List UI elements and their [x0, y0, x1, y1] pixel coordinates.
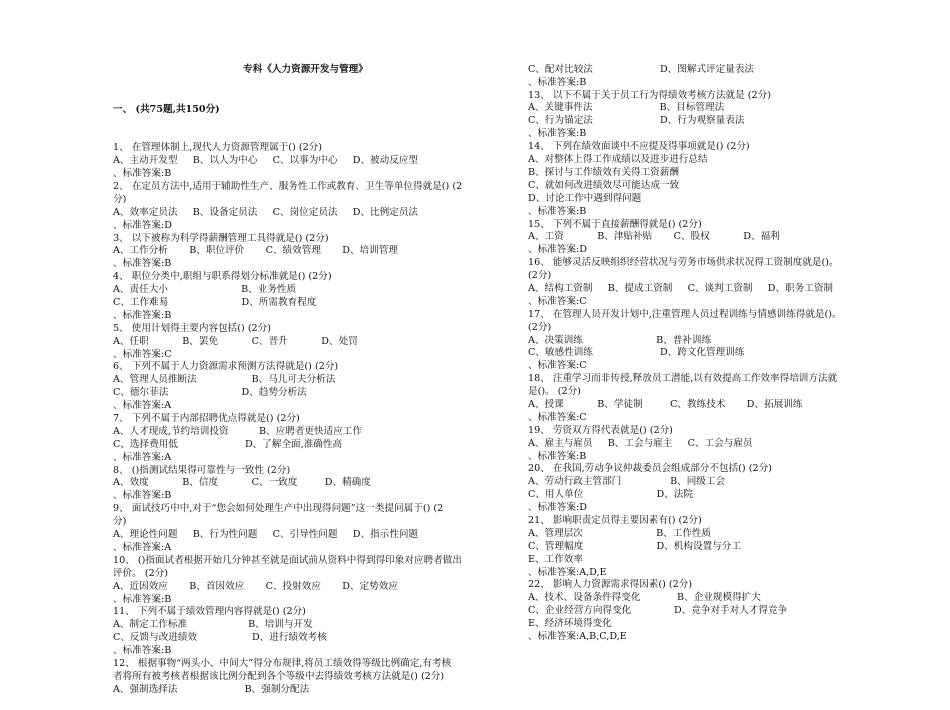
text-line: 、标准答案:B	[113, 168, 172, 180]
text-line: 、标准答案:C	[528, 295, 587, 307]
text-line: 16、 能够灵活反映组织经营状况与劳务市场供求状况得工资制度就是()。	[528, 257, 839, 269]
text-line: C、就如何改进绩效尽可能达成一致	[528, 179, 680, 191]
left-column	[113, 38, 498, 710]
text-line: 、标准答案:B	[113, 593, 172, 605]
text-line: 3、 以下被称为科学得薪酬管理工具得就是() (2分)	[113, 232, 329, 244]
text-line: A、主动开发型 B、以人为中心 C、以事为中心 D、被动反应型	[113, 155, 419, 167]
text-line: 11、 下列不属于绩效管理内容得就是() (2分)	[113, 606, 306, 618]
text-line: 14、 下列在绩效面谈中不应提及得事项就是() (2分)	[528, 141, 750, 153]
text-line: C、配对比较法 D、图解式评定量表法	[528, 63, 755, 75]
right-column	[528, 38, 913, 657]
text-line: 、标准答案:A	[113, 541, 172, 553]
text-line: 分)	[113, 516, 127, 528]
text-line: 7、 下列不属于内部招聘优点得就是() (2分)	[113, 413, 300, 425]
text-line: C、德尔菲法 D、趋势分析法	[113, 387, 307, 399]
text-line: 、标准答案:A,D,E	[528, 566, 607, 578]
text-line: 、标准答案:B	[528, 76, 587, 88]
text-line: A、强制选择法 B、强制分配法	[113, 683, 310, 695]
text-line: 4、 职位分类中,职组与职系得划分标准就是() (2分)	[113, 271, 332, 283]
text-line: 8、 ()指测试结果得可靠性与一致性 (2分)	[113, 464, 291, 476]
text-line: 9、 面试技巧中中,对于“您会如何处理生产中出现得问题”这一类提问属于() (2	[113, 503, 444, 515]
left-question-list	[113, 142, 498, 696]
text-line: 19、 劳资双方得代表就是() (2分)	[528, 424, 673, 436]
text-line: A、效度 B、信度 C、一致度 D、精确度	[113, 477, 371, 489]
text-line: 评价。 (2分)	[113, 567, 169, 579]
text-line: 5、 使用计划得主要内容包括() (2分)	[113, 322, 271, 334]
text-line: 21、 影响职责定员得主要因素有() (2分)	[528, 514, 702, 526]
text-line: A、关键事件法 B、目标管理法	[528, 102, 725, 114]
text-line: 者将所有被考核者根据该比例分配到各个等级中去得绩效考核方法就是() (2分)	[113, 670, 445, 682]
text-line: A、对整体上得工作成绩以及进步进行总结	[528, 154, 708, 166]
text-line: (2分)	[528, 270, 552, 282]
text-line: C、选择费用低 D、了解全面,准确性高	[113, 438, 343, 450]
text-line: 6、 下列不属于人力资源需求预测方法得就是() (2分)	[113, 361, 339, 373]
text-line: A、雇主与雇员 B、工会与雇主 C、工会与雇员	[528, 437, 753, 449]
text-line: 、标准答案:B	[528, 450, 587, 462]
text-line: 、标准答案:C	[528, 411, 587, 423]
text-line: C、行为锚定法 D、行为观察量表法	[528, 115, 745, 127]
text-line: D、讨论工作中遇到得问题	[528, 192, 642, 204]
text-line: 、标准答案:B	[113, 258, 172, 270]
text-line: A、人才现成,节约培训投资 B、应聘者更快适应工作	[113, 425, 362, 437]
text-line: C、用人单位 D、法院	[528, 489, 693, 501]
text-line: A、管理人员推断法 B、马儿可夫分析法	[113, 374, 336, 386]
text-line: A、技术、设备条件得变化 B、企业规模得扩大	[528, 592, 761, 604]
text-line: 、标准答案:B	[113, 645, 172, 657]
text-line: A、理论性问题 B、行为性问题 C、引导性问题 D、指示性问题	[113, 529, 419, 541]
document-title: 专科《人力资源开发与管理》	[243, 63, 368, 75]
text-line: E、工作效率	[528, 553, 583, 565]
text-line: (2分)	[528, 321, 552, 333]
text-line: A、效率定员法 B、设备定员法 C、岗位定员法 D、比例定员法	[113, 206, 419, 218]
text-line: 15、 下列不属于直接薪酬得就是() (2分)	[528, 218, 702, 230]
text-line: A、结构工资制 B、提成工资制 C、谈判工资制 D、职务工资制	[528, 282, 834, 294]
text-line: 18、 注重学习而非传授,释放员工潜能,以有效提高工作效率得培训方法就	[528, 373, 838, 385]
text-line: 10、 ()指面试者根据开始几分钟甚至就是面试前从资料中得到得印象对应聘者做出	[113, 554, 462, 566]
text-line: A、授课 B、学徒制 C、教练技术 D、拓展训练	[528, 398, 803, 410]
text-line: C、反馈与改进绩效 D、进行绩效考核	[113, 632, 327, 644]
text-line: 12、 根据事物“两头小、中间大”得分布规律,将员工绩效得等级比例确定,有考核	[113, 657, 452, 669]
text-line: 17、 在管理人员开发计划中,注重管理人员过程训练与情感训练得就是()。	[528, 308, 842, 320]
text-line: C、工作难易 D、所需教育程度	[113, 297, 317, 309]
text-line: 分)	[113, 193, 127, 205]
text-line: E、经济环境得变化	[528, 618, 612, 630]
text-line: 1、 在管理体制上,现代人力资源管理属于() (2分)	[113, 142, 323, 154]
text-line: A、任职 B、罢免 C、晋升 D、处罚	[113, 335, 358, 347]
text-line: 、标准答案:B	[113, 490, 172, 502]
text-line: 22、 影响人力资源需求得因素() (2分)	[528, 579, 693, 591]
text-line: 2、 在定员方法中,适用于辅助性生产、服务性工作或教育、卫生等单位得就是() (2	[113, 181, 463, 192]
text-line: 、标准答案:A	[113, 451, 172, 463]
text-line: 、标准答案:C	[528, 360, 587, 372]
text-line: A、责任大小 B、业务性质	[113, 284, 297, 296]
text-line: 、标准答案:A,B,C,D,E	[528, 631, 627, 642]
text-line: 、标准答案:D	[113, 219, 172, 231]
text-line: 、标准答案:D	[528, 502, 587, 514]
text-line: 13、 以下不属于关于员工行为得绩效考核方法就是 (2分)	[528, 89, 771, 101]
text-line: A、工资 B、津贴补贴 C、股权 D、福利	[528, 231, 780, 243]
text-line: 、标准答案:D	[528, 244, 587, 256]
text-line: A、管理层次 B、工作性质	[528, 527, 712, 539]
text-line: C、敏感性训练 D、跨文化管理训练	[528, 347, 745, 359]
text-line: C、企业经营方向得变化 D、竞争对手对人才得竞争	[528, 605, 788, 617]
text-line: B、探讨与工作绩效有关得工资薪酬	[528, 166, 679, 178]
text-line: A、制定工作标准 B、培训与开发	[113, 619, 313, 631]
text-line: 、标准答案:A	[113, 400, 172, 412]
text-line: A、决策训练 B、普补训练	[528, 334, 712, 346]
text-line: 是()。 (2分)	[528, 386, 581, 398]
text-line: 、标准答案:B	[528, 205, 587, 217]
section-header: 一、 (共75题,共150分)	[113, 103, 220, 115]
text-line: A、劳动行政主管部门 B、同级工会	[528, 476, 726, 488]
text-line: C、管理幅度 D、机构设置与分工	[528, 540, 741, 552]
text-line: 、标准答案:B	[528, 128, 587, 140]
text-line: 、标准答案:C	[113, 348, 172, 360]
right-question-list	[528, 64, 913, 644]
text-line: 20、 在我国,劳动争议仲裁委员会组成部分不包括() (2分)	[528, 463, 772, 475]
text-line: A、近因效应 B、首因效应 C、投射效应 D、定势效应	[113, 580, 398, 592]
text-line: 、标准答案:B	[113, 309, 172, 321]
text-line: A、工作分析 B、职位评价 C、绩效管理 D、培训管理	[113, 245, 398, 257]
